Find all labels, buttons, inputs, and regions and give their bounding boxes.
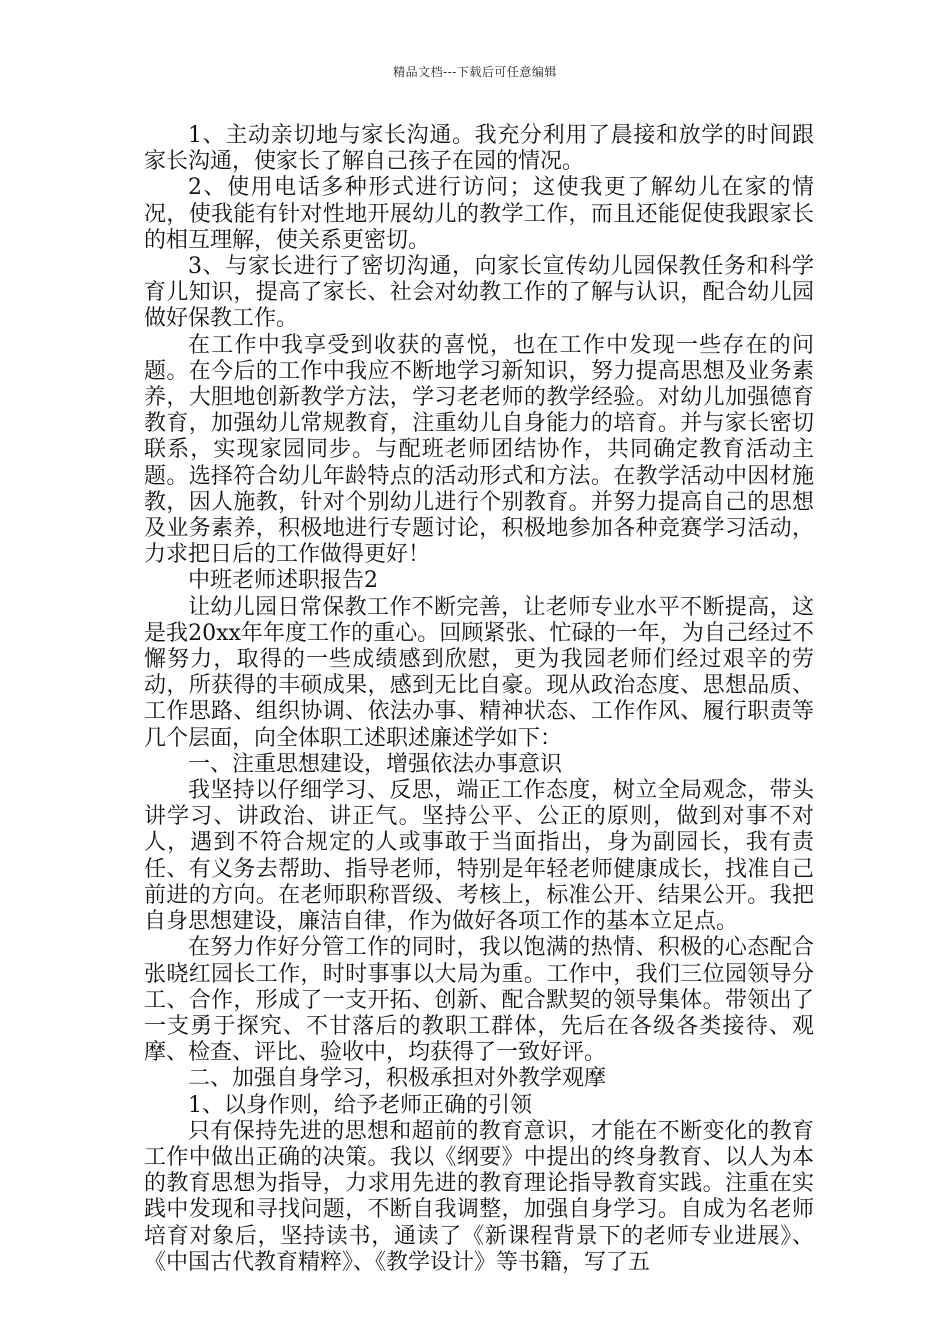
subheading-lead-by-example: 1、以身作则，给予老师正确的引领 <box>188 1092 532 1118</box>
paragraph-management-work: 在努力作好分管工作的同时，我以饱满的热情、积极的心态配合张晓红园长工作，时时事事以大局为重。工作中，我们三位园领导分工、合作，形成了一支开拓、创新、配合默契的领导集体。带领出了一支勇于探究、不甘落后的教职工群体，先后在各级各类接待、观摩、检查、评比、验收中，均获得了一致好评。 <box>144 935 814 1066</box>
paragraph-annual-focus: 让幼儿园日常保教工作不断完善，让老师专业水平不断提高，这是我20xx年年度工作的重心。回顾紧张、忙碌的一年，为自己经过不懈努力，取得的一些成绩感到欣慰，更为我园老师们经过艰辛的劳动，所获得的丰硕成果，感到无比自豪。现从政治态度、思想品质、工作思路、组织协调、依法办事、精神状态、工作作风、履行职责等几个层面，向全体职工述职述廉述学如下： <box>144 594 814 751</box>
paragraph-education-ideas: 只有保持先进的思想和超前的教育意识，才能在不断变化的教育工作中做出正确的决策。我以《纲要》中提出的终身教育、以人为本的教育思想为指导，力求用先进的教育理论指导教育实践。注重在实践中发现和寻找问题，不断自我调整，加强自身学习。自成为名老师培育对象后，坚持读书，通读了《新课程背景下的老师专业进展》、《中国古代教育精粹》、《教学设计》等书籍，写了五 <box>144 1118 814 1275</box>
heading-ideological-building: 一、注重思想建设，增强依法办事意识 <box>188 751 563 777</box>
paragraph-phone-visits: 2、使用电话多种形式进行访问；这使我更了解幼儿在家的情况，使我能有针对性地开展幼儿的教学工作，而且还能促使我跟家长的相互理解，使关系更密切。 <box>144 175 814 253</box>
paragraph-contact-parents: 1、主动亲切地与家长沟通。我充分利用了晨接和放学的时间跟家长沟通，使家长了解自己孩子在园的情况。 <box>144 123 814 175</box>
heading-self-learning: 二、加强自身学习，积极承担对外教学观摩 <box>188 1066 607 1092</box>
header-note: 精品文档---下载后可任意编辑 <box>393 65 557 79</box>
section-title-report-2: 中班老师述职报告2 <box>188 568 378 594</box>
paragraph-study-reflection: 我坚持以仔细学习、反思，端正工作态度，树立全局观念，带头讲学习、讲政治、讲正气。坚持公平、公正的原则，做到对事不对人，遇到不符合规定的人或事敢于当面指出，身为副园长，我有责任、有义务去帮助、指导老师，特别是年轻老师健康成长，找准自己前进的方向。在老师职称晋级、考核上，标准公开、结果公开。我把自身思想建设，廉洁自律，作为做好各项工作的基本立足点。 <box>144 778 814 935</box>
paragraph-parent-communication: 3、与家长进行了密切沟通，向家长宣传幼儿园保教任务和科学育儿知识，提高了家长、社会对幼教工作的了解与认识，配合幼儿园做好保教工作。 <box>144 254 814 332</box>
paragraph-work-reflection: 在工作中我享受到收获的喜悦，也在工作中发现一些存在的问题。在今后的工作中我应不断地学习新知识，努力提高思想及业务素养，大胆地创新教学方法，学习老老师的教学经验。对幼儿加强德育教育，加强幼儿常规教育，注重幼儿自身能力的培育。并与家长密切联系，实现家园同步。与配班老师团结协作，共同确定教育活动主题。选择符合幼儿年龄特点的活动形式和方法。在教学活动中因材施教，因人施教，针对个别幼儿进行个别教育。并努力提高自己的思想及业务素养，积极地进行专题讨论，积极地参加各种竞赛学习活动，力求把日后的工作做得更好！ <box>144 332 814 568</box>
document-body <box>144 123 814 1276</box>
